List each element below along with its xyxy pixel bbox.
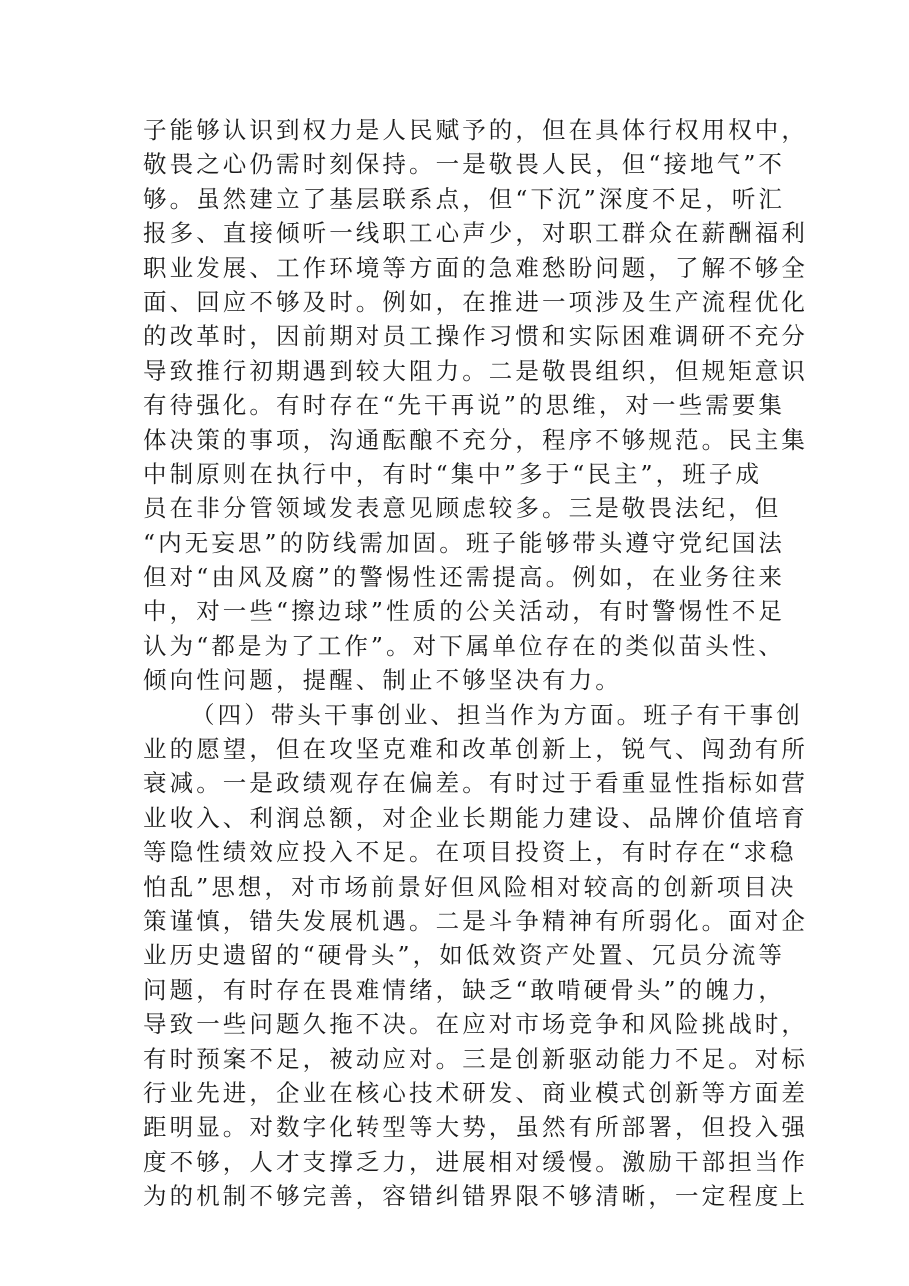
text-line: 中制原则在执行中，有时“集中”多于“民主”，班子成 [143,459,763,488]
text-line: 业历史遗留的“硬骨头”，如低效资产处置、冗员分流等 [143,941,786,970]
text-line: 等隐性绩效应投入不足。在项目投资上，有时存在“求稳 [143,838,797,867]
text-line: 衰减。一是政绩观存在偏差。有时过于看重显性指标如营 [143,769,808,798]
body-text [143,113,808,1214]
section-heading-line: （四）带头干事创业、担当作为方面。班子有干事创 [191,700,803,729]
text-line: 职业发展、工作环境等方面的急难愁盼问题，了解不够全 [143,253,808,282]
text-line: 够。虽然建立了基层联系点，但“下沉”深度不足，听汇 [143,184,786,213]
text-line: 导致一些问题久拖不决。在应对市场竞争和风险挑战时， [143,1010,808,1039]
text-line: 倾向性问题，提醒、制止不够坚决有力。 [143,666,622,695]
text-line: 有时预案不足，被动应对。三是创新驱动能力不足。对标 [143,1044,808,1073]
text-line: 认为“都是为了工作”。对下属单位存在的类似苗头性、 [143,631,786,660]
text-line: 但对“由风及腐”的警惕性还需提高。例如，在业务往来 [143,563,786,592]
text-line: 有待强化。有时存在“先干再说”的思维，对一些需要集 [143,391,786,420]
text-line: 距明显。对数字化转型等大势，虽然有所部署，但投入强 [143,1113,808,1142]
text-line: 子能够认识到权力是人民赋予的，但在具体行权用权中， [143,116,808,144]
text-line: 业收入、利润总额，对企业长期能力建设、品牌价值培育 [143,803,808,832]
text-line: 怕乱”思想，对市场前景好但风险相对较高的创新项目决 [143,872,797,901]
text-line: 为的机制不够完善，容错纠错界限不够清晰，一定程度上 [143,1182,808,1211]
text-line: 度不够，人才支撑乏力，进展相对缓慢。激励干部担当作 [143,1147,808,1176]
text-line: 行业先进，企业在核心技术研发、商业模式创新等方面差 [143,1078,808,1107]
text-line: 体决策的事项，沟通酝酿不充分，程序不够规范。民主集 [143,425,808,454]
text-line: “内无妄思”的防线需加固。班子能够带头遵守党纪国法 [143,528,786,557]
text-line: 敬畏之心仍需时刻保持。一是敬畏人民，但“接地气”不 [143,150,786,179]
text-line: 导致推行初期遇到较大阻力。二是敬畏组织，但规矩意识 [143,356,808,385]
text-line: 中，对一些“擦边球”性质的公关活动，有时警惕性不足 [143,597,786,626]
text-line: 面、回应不够及时。例如，在推进一项涉及生产流程优化 [143,287,808,316]
text-line: 业的愿望，但在攻坚克难和改革创新上，锐气、闯劲有所 [143,735,808,764]
text-line: 员在非分管领域发表意见顾虑较多。三是敬畏法纪，但 [143,494,782,523]
text-line: 问题，有时存在畏难情绪，缺乏“敢啃硬骨头”的魄力， [143,975,786,1004]
text-line: 策谨慎，错失发展机遇。二是斗争精神有所弱化。面对企 [143,906,808,935]
text-line: 的改革时，因前期对员工操作习惯和实际困难调研不充分 [143,322,808,351]
text-line: 报多、直接倾听一线职工心声少，对职工群众在薪酬福利 [143,219,808,248]
